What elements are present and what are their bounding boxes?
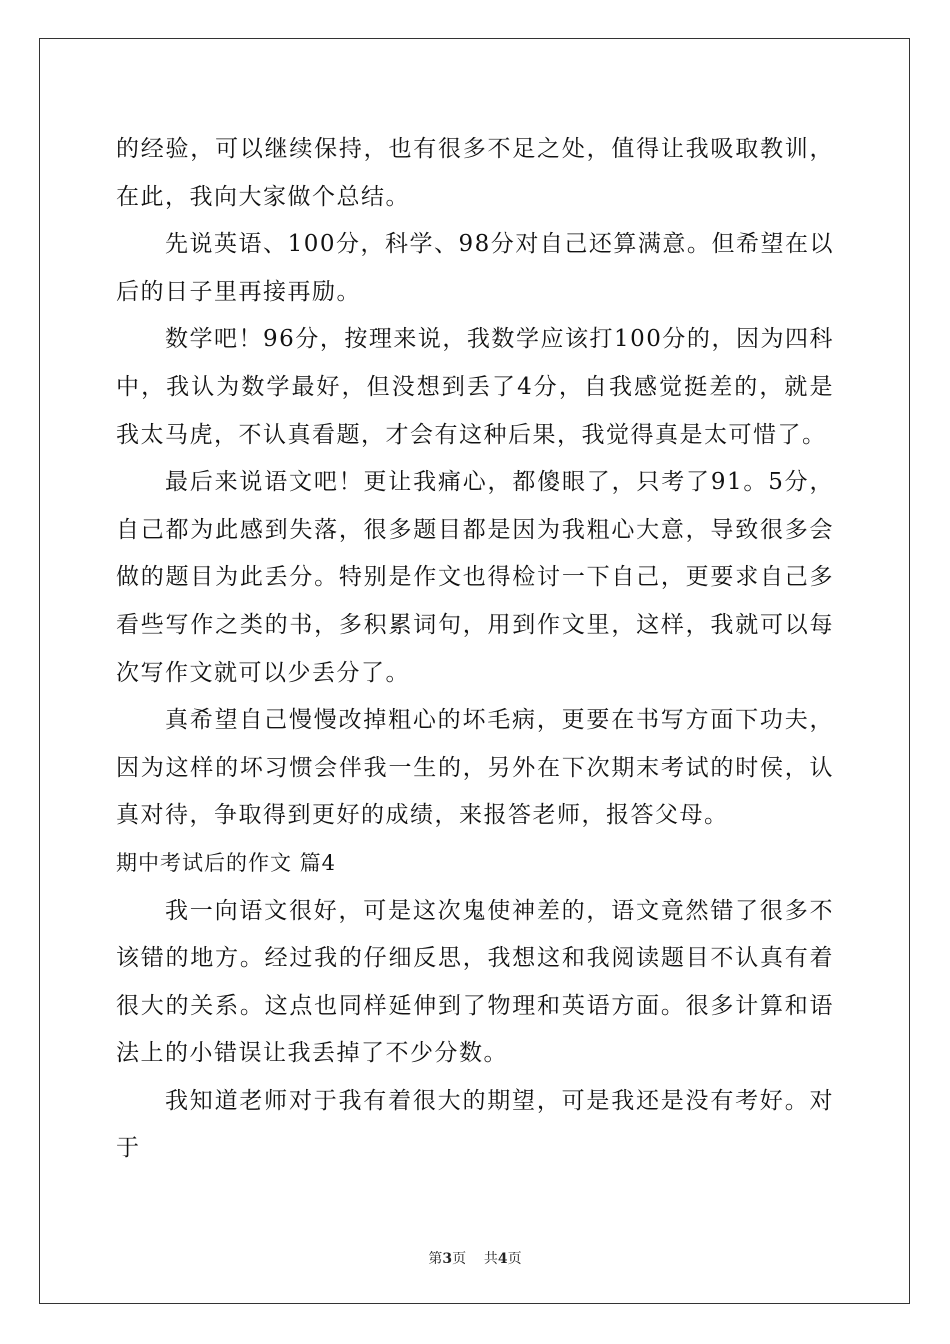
page-footer: [0, 1248, 950, 1268]
current-page-number: 3: [442, 1251, 453, 1267]
document-body: [116, 126, 834, 1173]
total-prefix: 共: [483, 1251, 498, 1267]
page-prefix: 第: [428, 1251, 443, 1267]
total-suffix: 页: [507, 1251, 522, 1267]
paragraph-3: 数学吧！96分，按理来说，我数学应该打100分的，因为四科中，我认为数学最好，但没想到丢了4分，自我感觉挺差的，就是我太马虎，不认真看题，才会有这种后果，我觉得真是太可惜了。: [116, 326, 834, 448]
section-heading: 期中考试后的作文 篇4: [116, 850, 337, 875]
paragraph-7: 我知道老师对于我有着很大的期望，可是我还是没有考好。对于: [116, 1087, 834, 1162]
paragraph-1: 的经验，可以继续保持，也有很多不足之处，值得让我吸取教训，在此，我向大家做个总结。: [116, 136, 834, 210]
paragraph-4: 最后来说语文吧！更让我痛心，都傻眼了，只考了91。5分，自己都为此感到失落，很多题目都是因为我粗心大意，导致很多会做的题目为此丢分。特别是作文也得检讨一下自己，更要求自己多看些写作之类的书，多积累词句，用到作文里，这样，我就可以每次写作文就可以少丢分了。: [116, 469, 834, 686]
total-page-count: 4: [497, 1251, 508, 1267]
paragraph-6: 我一向语文很好，可是这次鬼使神差的，语文竟然错了很多不该错的地方。经过我的仔细反思，我想这和我阅读题目不认真有着很大的关系。这点也同样延伸到了物理和英语方面。很多计算和语法上的小错误让我丢掉了不少分数。: [116, 897, 834, 1067]
page-suffix: 页: [452, 1251, 467, 1267]
paragraph-2: 先说英语、100分，科学、98分对自己还算满意。但希望在以后的日子里再接再励。: [116, 231, 834, 305]
paragraph-5: 真希望自己慢慢改掉粗心的坏毛病，更要在书写方面下功夫，因为这样的坏习惯会伴我一生的，另外在下次期末考试的时侯，认真对待，争取得到更好的成绩，来报答老师，报答父母。: [116, 707, 834, 829]
